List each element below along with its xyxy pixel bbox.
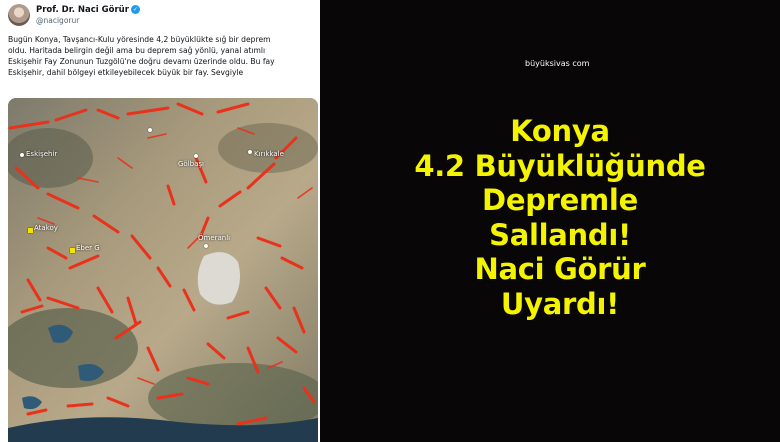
headline-line: Konya xyxy=(510,114,610,148)
map-pin-icon xyxy=(148,128,152,132)
map-label-tuzgolu: Ömeranlı xyxy=(198,234,231,242)
map-label-atakoy: Atakoy xyxy=(34,224,58,232)
tweet-text-line: Eskişehir, dahil bölgeyi etkileyebilecek büyük bir fay. Sevgiyle xyxy=(8,68,244,77)
tweet-text-line: Eskişehir Fay Zonunun Tuzgölü'ne doğru devamı üzerinde oldu. Bu fay xyxy=(8,57,275,66)
map-label-eskisehir: Eskişehir xyxy=(26,150,58,158)
headline-line: Naci Görür xyxy=(474,252,646,286)
headline-line: Sallandı! xyxy=(489,217,631,252)
map-marker-icon xyxy=(70,248,75,253)
headline-line: Uyardı! xyxy=(500,286,620,321)
map-pin-icon xyxy=(204,244,208,248)
map-label-golbasi: Gölbaşı xyxy=(178,160,204,168)
tweet-text xyxy=(8,34,308,78)
map-pin-icon xyxy=(20,153,24,157)
author-handle[interactable]: @nacigorur xyxy=(36,16,80,25)
map-label-kirikkale: Kırıkkale xyxy=(254,150,284,158)
author-name[interactable] xyxy=(36,5,140,15)
headline xyxy=(340,114,780,321)
verified-badge-icon: ✓ xyxy=(132,6,138,13)
map-label-eber: Eber G xyxy=(76,244,100,252)
tweet-text-line: oldu. Haritada belirgin değil ama bu deprem sağ yönlü, yanal atımlı xyxy=(8,46,266,55)
avatar[interactable] xyxy=(8,4,30,26)
tweet-card[interactable] xyxy=(0,0,320,442)
map-pin-icon xyxy=(194,154,198,158)
map-marker-icon xyxy=(28,228,33,233)
tweet-header xyxy=(8,4,308,26)
headline-line: 4.2 Büyüklüğünde xyxy=(414,148,706,183)
tweet-text-line: Bugün Konya, Tavşancı-Kulu yöresinde 4,2 büyüklükte sığ bir deprem xyxy=(8,35,271,44)
fault-map-image[interactable] xyxy=(8,98,318,442)
headline-line: Depremle xyxy=(482,183,638,217)
site-watermark: büyüksivas com xyxy=(525,59,590,68)
map-pin-icon xyxy=(248,150,252,154)
author-name-text: Prof. Dr. Naci Görür xyxy=(36,5,129,15)
